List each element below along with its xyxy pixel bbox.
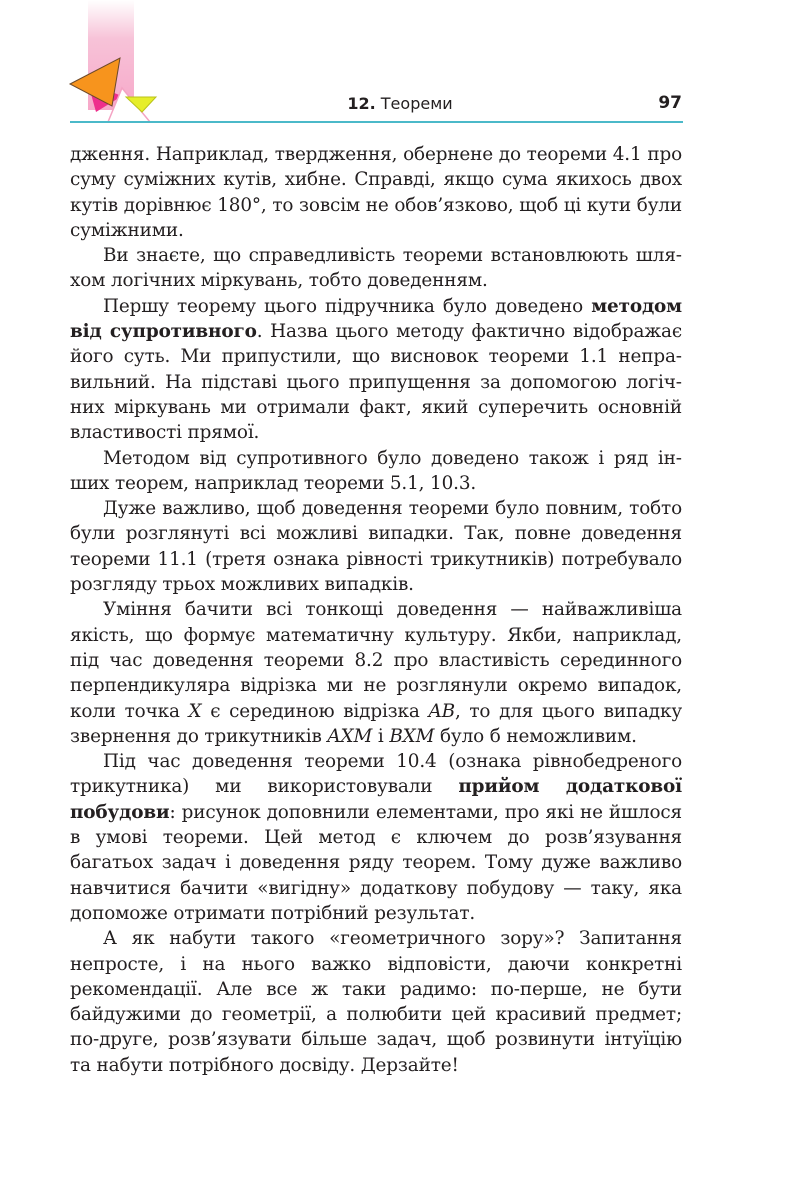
triangles-logo-icon — [64, 50, 164, 126]
paragraph — [70, 243, 682, 294]
body-text — [70, 142, 682, 1078]
paragraph — [70, 496, 682, 597]
paragraph — [70, 926, 682, 1078]
math-var: BXM — [389, 725, 435, 747]
bold-term: методом від супротивного — [70, 295, 682, 343]
paragraph — [70, 749, 682, 926]
text-run: Під час доведення теореми 10.4 (ознака рівнобедреного трикутника) ми використовували — [70, 751, 682, 798]
paragraph — [70, 597, 682, 749]
math-var: AB — [428, 700, 455, 722]
text-run: дження. Наприклад, твердження, обернене до теореми 4.1 про суму суміжних кутів, хибне. Справді, якщо сума якихось двох кутів дорівнює 180°, то зовсім не обов’язково, щоб ці кути були суміжними. — [70, 144, 682, 241]
text-run: було б неможливим. — [434, 725, 637, 747]
text-run: , то для цього випадку звернення до трикутників — [70, 700, 682, 747]
paragraph — [70, 142, 682, 243]
text-run: Уміння бачити всі тонкощі доведення — найважливіша якість, що формує математичну культуру. Якби, наприклад, під час доведення теореми 8.2 про властивість серединного перпендикуляра відрізка ми не розглянули окремо випадок, коли точка — [70, 599, 682, 722]
text-run: Першу теорему цього підручника було доведено — [103, 295, 592, 317]
math-var: X — [188, 700, 202, 722]
bold-term: прийом додаткової побудови — [70, 776, 682, 823]
chapter-number: 12. — [347, 94, 376, 113]
text-run: А як набути такого «геометричного зору»? Запитання непросте, і на нього важко відповісти, даючи конкретні рекомендації. Але все ж таки радимо: по-перше, не бути байдужими до геометрії, а полюбити цей красивий предмет; по-друге, розв’язувати більше задач, щоб розвинути інтуїцію та набути потрібного досвіду. Дерзайте! — [70, 928, 682, 1076]
text-run: є серединою відрізка — [201, 700, 429, 722]
paragraph — [70, 294, 682, 446]
math-var: AXM — [327, 725, 373, 747]
text-run: Дуже важливо, щоб доведення теореми було повним, тобто були розглянуті всі можливі випадки. Так, повне доведення теореми 11.1 (третя ознака рівності трикутників) потребувало розгляду трьох можливих випадків. — [70, 498, 682, 596]
header-rule — [70, 121, 683, 123]
page-number: 97 — [658, 93, 682, 113]
paragraph — [70, 446, 682, 497]
text-run: Ви знаєте, що справедливість теореми встановлюють шляхом логічних міркувань, тобто доведенням. — [70, 245, 682, 292]
chapter-title: Теореми — [380, 94, 453, 113]
running-head — [300, 94, 500, 113]
text-run: і — [372, 725, 390, 747]
text-run: Методом від супротивного було доведено також і ряд інших теорем, наприклад теореми 5.1, 10.3. — [70, 447, 682, 494]
text-run: : рисунок доповнили елементами, про які не йшлося в умові теореми. Цей метод є ключем до розв’язування багатьох задач і доведення ряду теорем. Тому дуже важливо навчитися бачити «вигідну» додаткову побудову — таку, яка допоможе отримати потрібний результат. — [70, 801, 682, 924]
text-run: . Назва цього методу фактично відображає його суть. Ми припустили, що висновок теореми 1.1 неправильний. На підставі цього припущення за допомогою логічних міркувань ми отримали факт, який суперечить основній властивості прямої. — [70, 321, 682, 444]
